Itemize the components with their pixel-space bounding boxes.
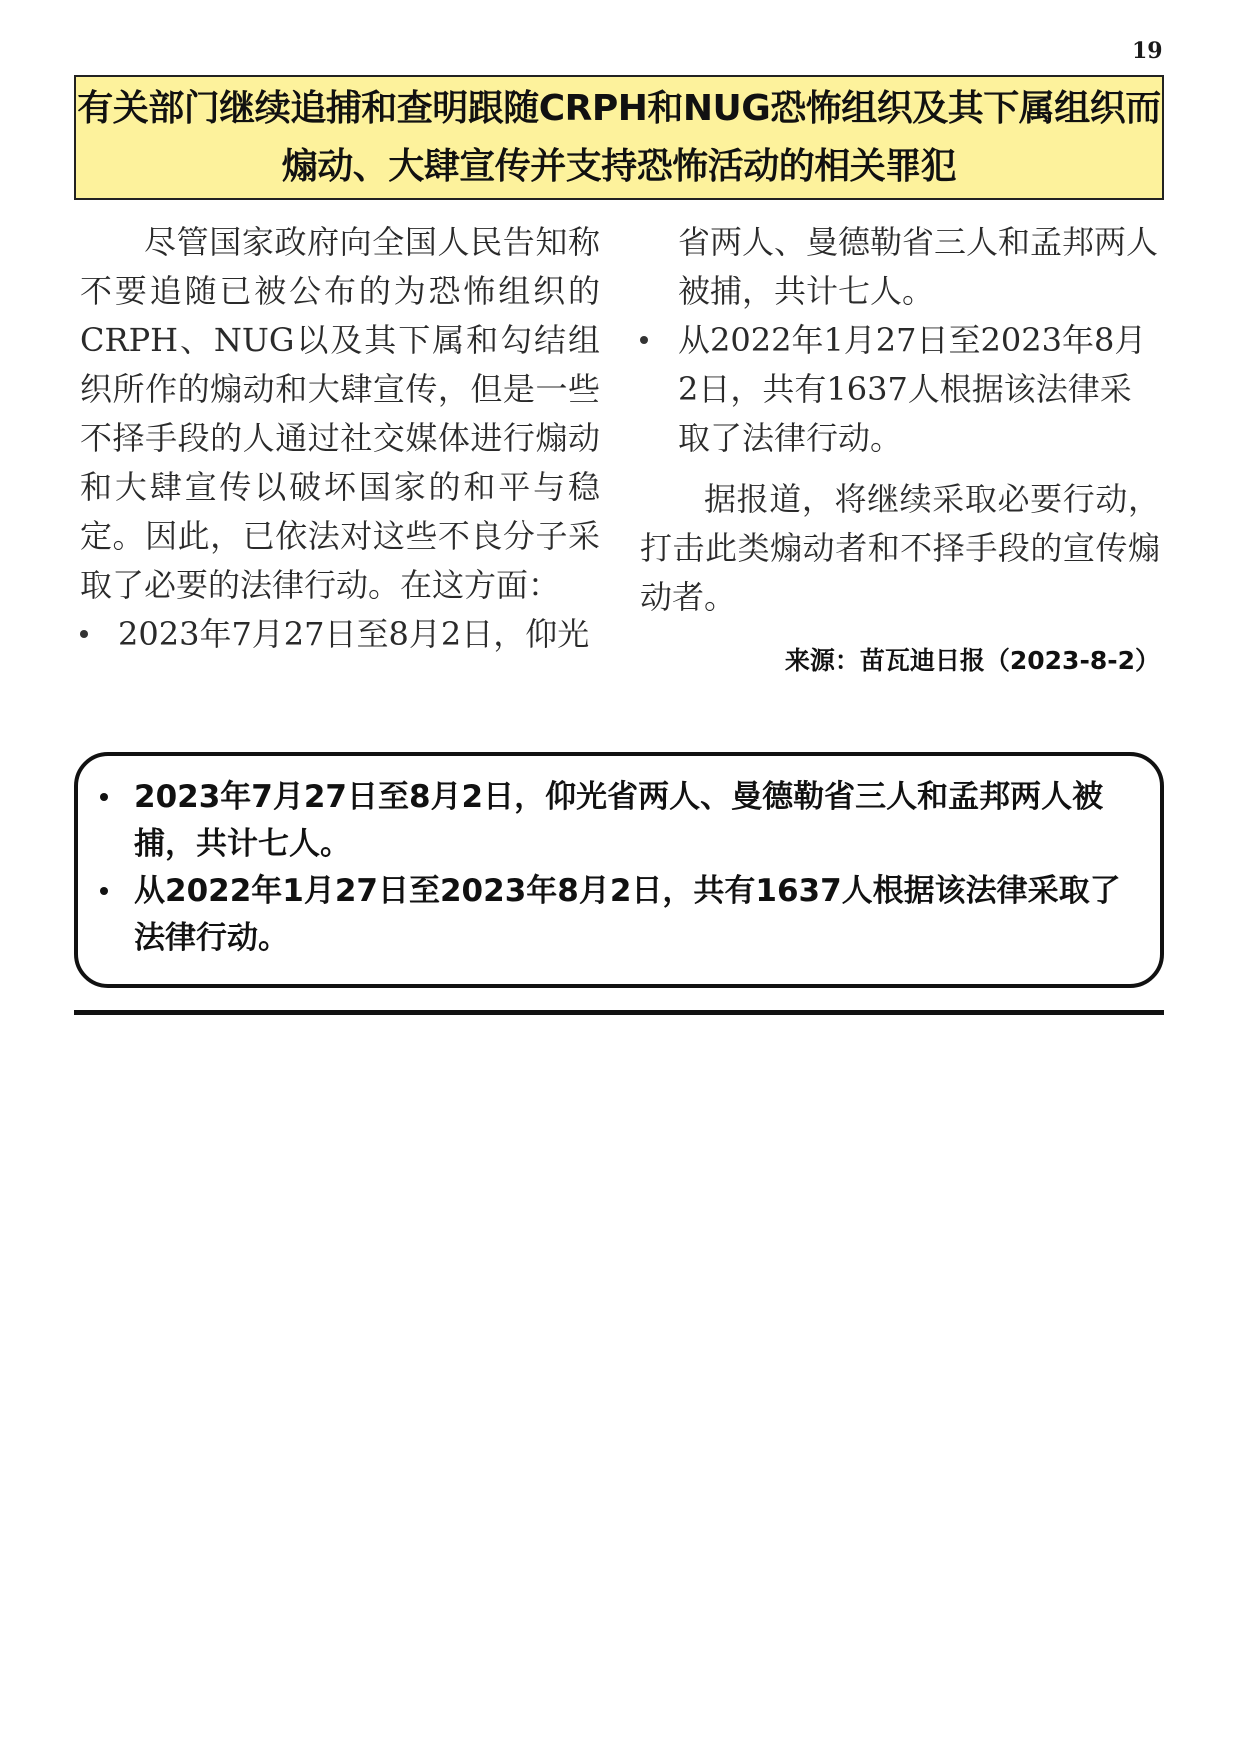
article-column-right bbox=[640, 218, 1160, 685]
headline-box bbox=[74, 75, 1164, 200]
summary-item-text: 从2022年1月27日至2023年8月2日，共有1637人根据该法律采取了法律行动。 bbox=[134, 873, 1121, 956]
article-closing-paragraph: 据报道，将继续采取必要行动，打击此类煽动者和不择手段的宣传煽动者。 bbox=[640, 480, 1160, 616]
article-source: 来源：苗瓦迪日报（2023-8-2） bbox=[784, 646, 1160, 675]
summary-item bbox=[98, 868, 1140, 962]
article-bullet-list bbox=[80, 610, 600, 659]
summary-list bbox=[98, 774, 1140, 962]
article-bullet-list-continued bbox=[640, 218, 1160, 463]
headline-line-1: 有关部门继续追捕和查明跟随CRPH和NUG恐怖组织及其下属组织而 bbox=[77, 87, 1161, 129]
article-bullet-item bbox=[80, 610, 600, 659]
article-bullet-item-continued bbox=[640, 218, 1160, 316]
page-number: 19 bbox=[1132, 38, 1163, 64]
article-bullet-item bbox=[640, 316, 1160, 463]
article-bullet-text: 省两人、曼德勒省三人和孟邦两人被捕，共计七人。 bbox=[678, 223, 1159, 310]
bullet-icon bbox=[640, 336, 648, 344]
headline-line-2: 煽动、大肆宣传并支持恐怖活动的相关罪犯 bbox=[281, 145, 957, 187]
article-intro-paragraph: 尽管国家政府向全国人民告知称不要追随已被公布的为恐怖组织的CRPH、NUG以及其下属和勾结组织所作的煽动和大肆宣传，但是一些不择手段的人通过社交媒体进行煽动和大肆宣传以破坏国家的和平与稳定。因此，已依法对这些不良分子采取了必要的法律行动。在这方面： bbox=[80, 223, 600, 604]
summary-box bbox=[74, 752, 1164, 988]
summary-item-text: 2023年7月27日至8月2日，仰光省两人、曼德勒省三人和孟邦两人被捕，共计七人。 bbox=[134, 779, 1104, 862]
bullet-icon bbox=[100, 793, 108, 801]
bullet-icon bbox=[100, 887, 108, 895]
section-divider bbox=[74, 1010, 1164, 1015]
article-column-left bbox=[80, 218, 600, 659]
article-bullet-text: 2023年7月27日至8月2日，仰光 bbox=[118, 615, 590, 653]
summary-item bbox=[98, 774, 1140, 868]
bullet-icon bbox=[80, 630, 88, 638]
article-bullet-text: 从2022年1月27日至2023年8月2日，共有1637人根据该法律采取了法律行动。 bbox=[678, 321, 1147, 457]
